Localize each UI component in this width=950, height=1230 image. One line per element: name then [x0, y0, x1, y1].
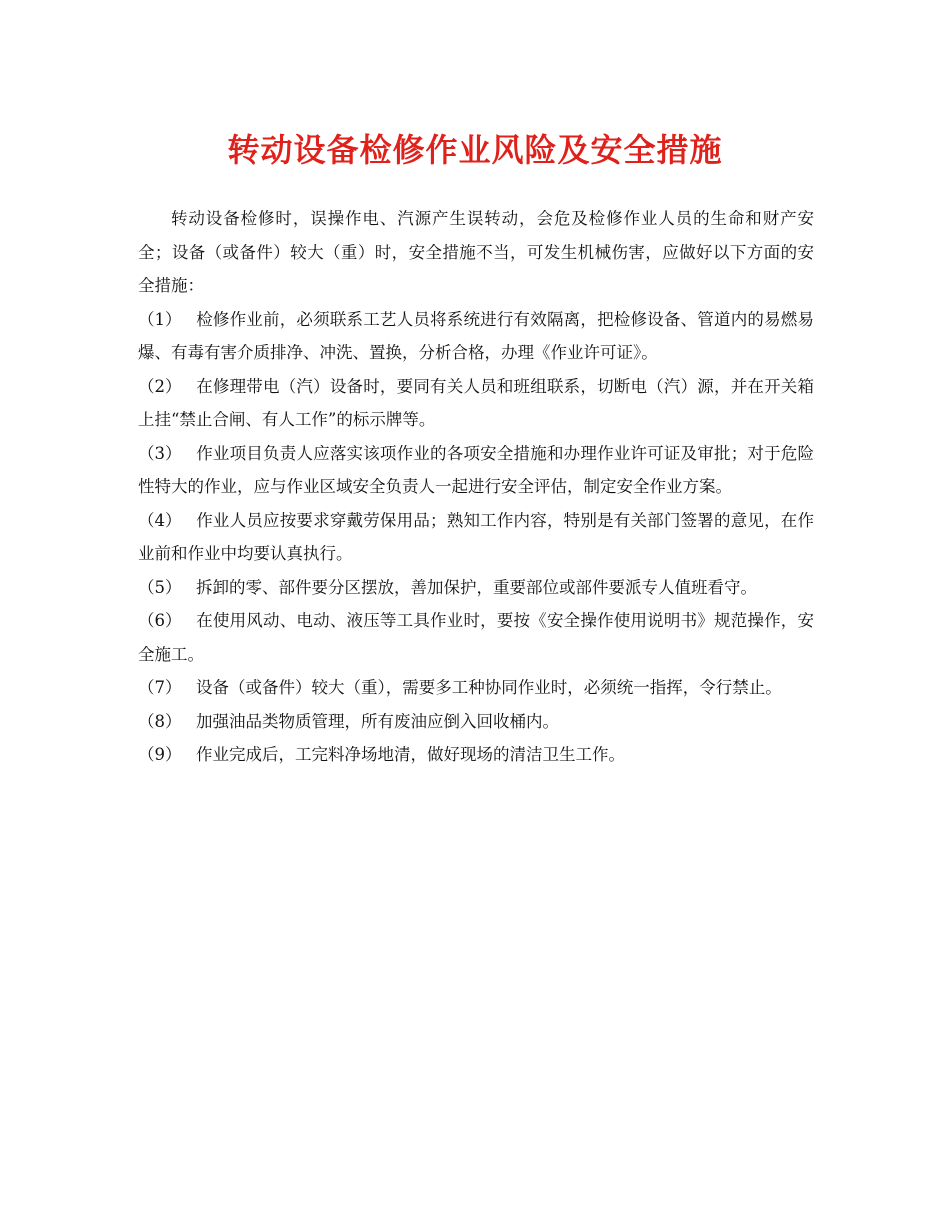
item-text: 作业完成后，工完料净场地清，做好现场的清洁卫生工作。: [196, 745, 625, 764]
list-item: [138, 437, 814, 504]
item-number: （4）: [138, 510, 182, 530]
item-text: 在修理带电（汽）设备时，要同有关人员和班组联系，切断电（汽）源，并在开关箱上挂“禁止合闸、有人工作”的标示牌等。: [138, 376, 814, 429]
document-title: 转动设备检修作业风险及安全措施: [227, 131, 723, 169]
list-item: [138, 571, 814, 605]
list-item: [138, 671, 814, 705]
document-body: [138, 202, 814, 772]
item-text: 设备（或备件）较大（重），需要多工种协同作业时，必须统一指挥，令行禁止。: [196, 678, 782, 697]
list-item: [138, 705, 814, 739]
list-item: [138, 604, 814, 671]
item-number: （8）: [138, 711, 182, 731]
item-number: （6）: [138, 611, 182, 630]
item-number: （9）: [138, 745, 182, 764]
item-text: 作业人员应按要求穿戴劳保用品；熟知工作内容，特别是有关部门签署的意见，在作业前和作业中均要认真执行。: [138, 510, 814, 563]
item-text: 检修作业前，必须联系工艺人员将系统进行有效隔离，把检修设备、管道内的易燃易爆、有毒有害介质排净、冲洗、置换，分析合格，办理《作业许可证》。: [138, 309, 814, 362]
list-item: [138, 738, 814, 772]
item-number: （7）: [138, 678, 182, 697]
intro-paragraph: 转动设备检修时，误操作电、汽源产生误转动，会危及检修作业人员的生命和财产安全；设备（或备件）较大（重）时，安全措施不当，可发生机械伤害，应做好以下方面的安全措施：: [138, 209, 814, 295]
item-text: 加强油品类物质管理，所有废油应倒入回收桶内。: [196, 711, 559, 731]
item-number: （5）: [138, 577, 182, 597]
item-number: （3）: [138, 443, 182, 463]
item-text: 作业项目负责人应落实该项作业的各项安全措施和办理作业许可证及审批；对于危险性特大的作业，应与作业区域安全负责人一起进行安全评估，制定安全作业方案。: [138, 443, 814, 496]
item-text: 在使用风动、电动、液压等工具作业时，要按《安全操作使用说明书》规范操作，安全施工。: [138, 611, 814, 664]
item-number: （1）: [138, 309, 182, 329]
list-item: [138, 504, 814, 571]
item-text: 拆卸的零、部件要分区摆放，善加保护，重要部位或部件要派专人值班看守。: [196, 577, 757, 597]
list-item: [138, 303, 814, 370]
list-item: [138, 370, 814, 437]
item-number: （2）: [138, 376, 182, 396]
